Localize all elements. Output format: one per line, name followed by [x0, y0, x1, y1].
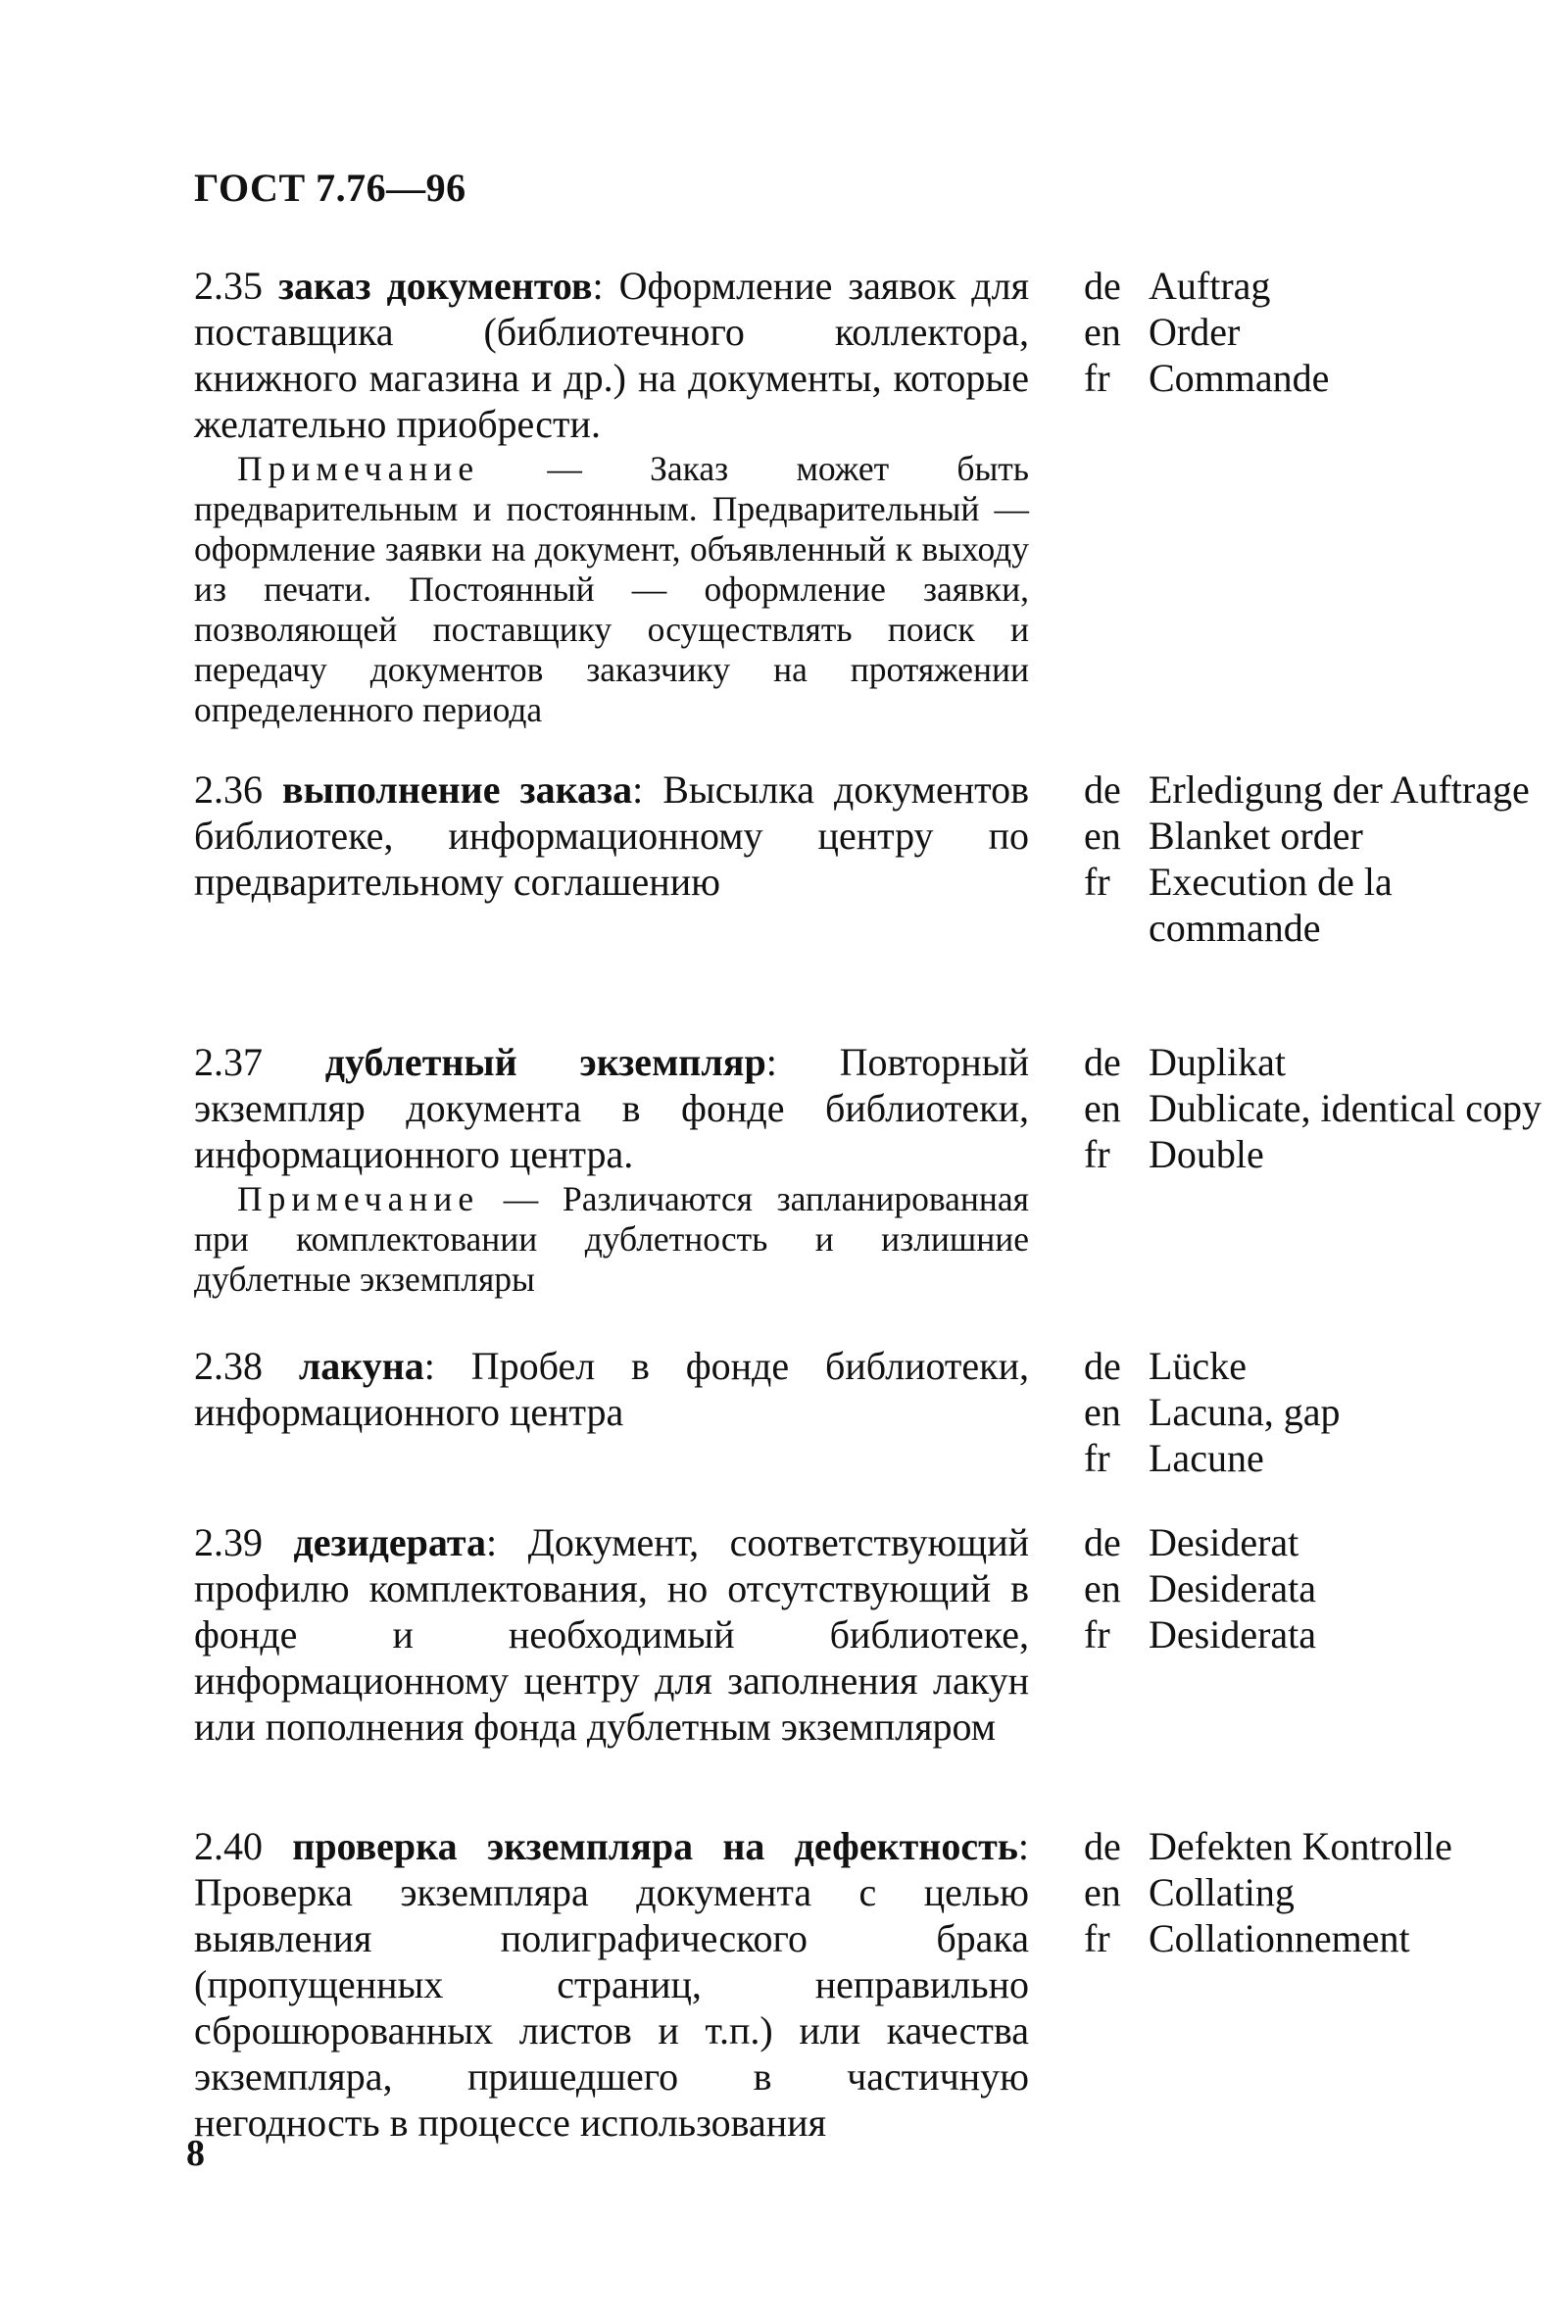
entry-number: 2.38 — [194, 1344, 263, 1388]
language-code: en — [1084, 1566, 1121, 1610]
entry-text-block — [194, 1039, 1029, 1300]
language-code: fr — [1084, 1612, 1110, 1656]
translated-term: Duplikat — [1149, 1040, 1286, 1084]
translated-term: Commande — [1149, 356, 1330, 400]
entry-number: 2.40 — [194, 1824, 263, 1868]
translation-row — [1084, 1565, 1568, 1611]
note-label: Примечание — [237, 1179, 480, 1218]
translation-row — [1084, 309, 1568, 355]
language-code: de — [1084, 1040, 1121, 1084]
entry-definition: Пробел в фонде библиотеки, информационного центра — [194, 1344, 1029, 1434]
note-text: Заказ может быть предварительным и постоянным. Предварительный — оформление заявки на документ, объявленный к выходу из печати. Постоянный — оформление заявки, позволяющей поставщику осуществлять поиск и передачу документов заказчику на протяжении определенного периода — [194, 449, 1029, 729]
translation-row — [1084, 859, 1568, 951]
translation-row — [1084, 355, 1568, 401]
entry-definition: Повторный экземпляр документа в фонде библиотеки, информационного центра. — [194, 1040, 1029, 1176]
translated-term: Auftrag — [1149, 264, 1271, 308]
entry-number: 2.37 — [194, 1040, 263, 1084]
entry-definition-paragraph — [194, 1343, 1029, 1435]
translation-row — [1084, 1343, 1568, 1389]
entry-note — [194, 1179, 1029, 1300]
translation-row — [1084, 1389, 1568, 1435]
term-colon: : — [485, 1520, 528, 1564]
translated-term: Desiderata — [1149, 1612, 1317, 1656]
language-code: de — [1084, 1520, 1121, 1564]
term-colon: : — [592, 264, 619, 308]
translated-term: Collationnement — [1149, 1916, 1410, 1960]
language-code: en — [1084, 1086, 1121, 1130]
translation-row — [1084, 1039, 1568, 1085]
translated-term: Order — [1149, 310, 1241, 354]
translation-row — [1084, 1915, 1568, 1961]
translation-row — [1084, 1869, 1568, 1915]
language-code: fr — [1084, 1916, 1110, 1960]
translated-term: Collating — [1149, 1870, 1295, 1914]
translation-row — [1084, 1519, 1568, 1565]
entry-definition: Проверка экземпляра документа с целью выявления полиграфического брака (пропущенных страниц, неправильно сброшюрованных листов и т.п.) или качества экземпляра, пришедшего в частичную негодность в процессе использования — [194, 1870, 1029, 2145]
entry-definition: Документ, соответствующий профилю комплектования, но отсутствующий в фонде и необходимый библиотеке, информационному центру для заполнения лакун или пополнения фонда дублетным экземпляром — [194, 1520, 1030, 1749]
translated-term: Double — [1149, 1132, 1264, 1176]
language-code: en — [1084, 1390, 1121, 1434]
entry-definition-paragraph — [194, 1039, 1029, 1177]
language-code: de — [1084, 264, 1121, 308]
note-label: Примечание — [237, 449, 480, 488]
translated-term: Lücke — [1149, 1344, 1247, 1388]
translation-row — [1084, 1435, 1568, 1481]
entry-definition-paragraph — [194, 1823, 1029, 2146]
translated-term: Lacune — [1149, 1436, 1264, 1480]
translations-list — [1084, 1343, 1568, 1481]
translated-term: Erledigung der Auftrage — [1149, 767, 1530, 812]
language-code: en — [1084, 310, 1121, 354]
language-code: de — [1084, 1344, 1121, 1388]
translation-row — [1084, 1131, 1568, 1177]
note-dash: — — [479, 449, 651, 488]
translation-row — [1084, 1085, 1568, 1131]
page-number: 8 — [186, 2133, 205, 2174]
document-header: ГОСТ 7.76—96 — [194, 166, 466, 210]
language-code: fr — [1084, 1132, 1110, 1176]
language-code: fr — [1084, 356, 1110, 400]
language-code: de — [1084, 767, 1121, 812]
language-code: en — [1084, 1870, 1121, 1914]
entry-term: проверка экземпляра на дефектность — [292, 1824, 1018, 1868]
entry-text-block — [194, 1343, 1029, 1435]
translations-list — [1084, 1519, 1568, 1657]
entry-term: дублетный экземпляр — [324, 1040, 766, 1084]
translated-term: Lacuna, gap — [1149, 1390, 1341, 1434]
entry-text-block — [194, 263, 1029, 730]
entry-text-block — [194, 1823, 1029, 2146]
translated-term: Desiderat — [1149, 1520, 1299, 1564]
translation-row — [1084, 1611, 1568, 1657]
term-colon: : — [765, 1040, 840, 1084]
translated-term: Desiderata — [1149, 1566, 1317, 1610]
translations-list — [1084, 263, 1568, 401]
language-code: de — [1084, 1824, 1121, 1868]
entry-text-block — [194, 766, 1029, 905]
entry-text-block — [194, 1519, 1029, 1750]
translation-row — [1084, 1823, 1568, 1869]
entry-note — [194, 449, 1029, 730]
translated-term: Blanket order — [1149, 814, 1363, 858]
translations-list — [1084, 1039, 1568, 1177]
language-code: en — [1084, 814, 1121, 858]
term-colon: : — [423, 1344, 471, 1388]
translations-list — [1084, 1823, 1568, 1961]
translation-row — [1084, 813, 1568, 859]
entry-definition: Оформление заявок для поставщика (библиотечного коллектора, книжного магазина и др.) на документы, которые желательно приобрести. — [194, 264, 1029, 446]
entry-number: 2.39 — [194, 1520, 263, 1564]
note-dash: — — [479, 1179, 563, 1218]
translated-term: Dublicate, identical copy — [1149, 1086, 1542, 1130]
term-colon: : — [1017, 1824, 1030, 1868]
entry-term: дезидерата — [293, 1520, 486, 1564]
translated-term: Execution de la commande — [1149, 860, 1393, 950]
entry-definition-paragraph — [194, 1519, 1029, 1750]
entry-definition-paragraph — [194, 766, 1029, 905]
entry-definition-paragraph — [194, 263, 1029, 447]
translation-row — [1084, 263, 1568, 309]
entry-term: лакуна — [298, 1344, 424, 1388]
translated-term: Defekten Kontrolle — [1149, 1824, 1452, 1868]
entry-term: заказ документов — [277, 264, 593, 308]
entry-number: 2.35 — [194, 264, 263, 308]
entry-number: 2.36 — [194, 767, 263, 812]
entry-term: выполнение заказа — [282, 767, 633, 812]
translation-row — [1084, 766, 1568, 813]
term-colon: : — [632, 767, 663, 812]
language-code: fr — [1084, 860, 1110, 904]
translations-list — [1084, 766, 1568, 951]
entry-definition: Высылка документов библиотеке, информационному центру по предварительному соглашению — [194, 767, 1029, 904]
language-code: fr — [1084, 1436, 1110, 1480]
note-text: Различаются запланированная при комплектовании дублетность и излишние дублетные экземпляры — [194, 1179, 1029, 1299]
